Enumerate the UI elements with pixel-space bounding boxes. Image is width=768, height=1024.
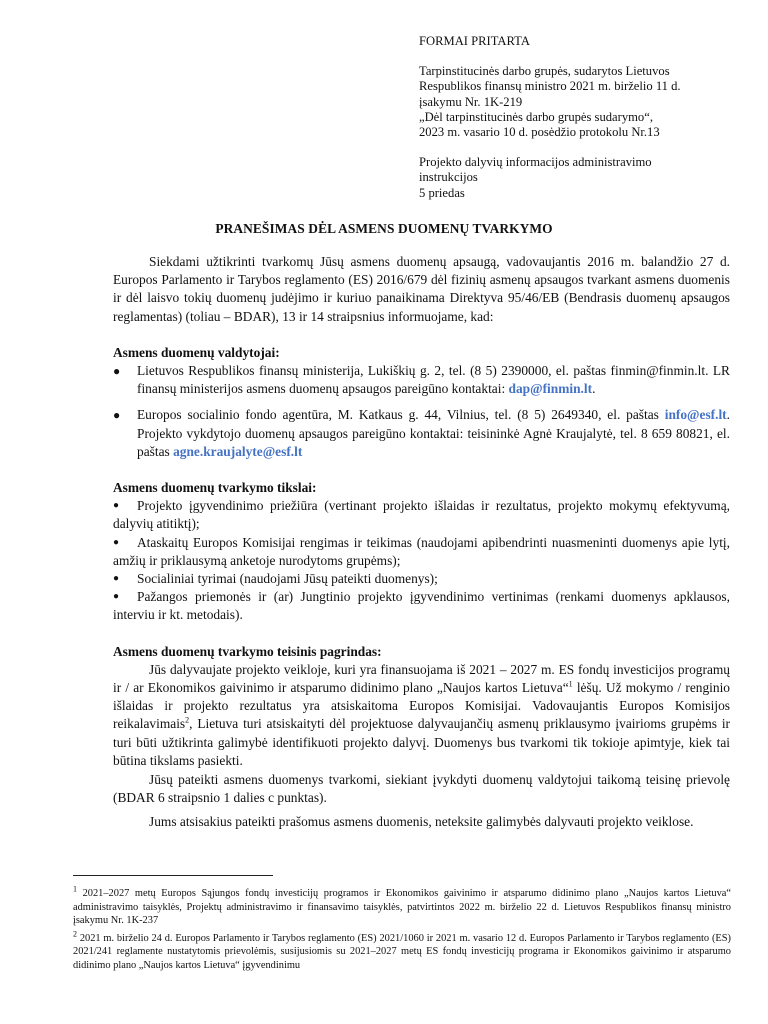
purpose-text: Socialiniai tyrimai (naudojami Jūsų pateikti duomenys); [137,571,438,587]
footnote-ref-2[interactable]: 2 [185,716,190,725]
approval-annex-line: 5 priedas [419,185,465,200]
controller-1-end: . [592,381,596,397]
footnote-1 [73,884,731,928]
dpo-email-link[interactable]: agne.kraujalyte@esf.lt [173,443,303,459]
list-item [113,362,730,398]
approval-group-line: 2023 m. vasario 10 d. posėdžio protokolu Nr.13 [419,125,660,140]
controller-2-mid: . Projekto vykdytojo duomenų apsaugos pareigūno kontaktai: teisininkė Agnė Kraujalytė, tel. 8 659 80821, el. paštas [137,407,730,459]
list-item [113,588,730,624]
footnote-number: 2 [73,929,77,939]
controller-1-text: Lietuvos Respublikos finansų ministerija, Lukiškių g. 2, tel. (8 5) 2390000, el. paštas finmin@finmin.lt. LR finansų ministerijos asmens duomenų apsaugos pareigūno kontaktai: [137,363,730,397]
approval-annex-line: Projekto dalyvių informacijos administravimo [419,155,652,170]
legal-basis-heading: Asmens duomenų tvarkymo teisinis pagrindas: [113,643,382,659]
esf-email-link[interactable]: info@esf.lt [664,407,727,423]
approval-heading: FORMAI PRITARTA [419,34,530,48]
legal-paragraph-3: Jums atsisakius pateikti prašomus asmens duomenis, neteksite galimybės dalyvauti projekto veiklose. [149,814,694,830]
approval-annex-text [419,155,739,201]
legal-p1-c: , Lietuva turi atsiskaityti dėl projektuose dalyvaujančių asmenų priklausymo įvairioms grupėms ir turi būti užtikrinta galimybė identifikuoti projekto dalyvį. Duomenys bus tvarkomi tik tokioje apimtyje, kiek tai būtina tikslams pasiekti. [113,716,730,768]
purpose-text: Pažangos priemonės ir (ar) Jungtinio projekto įgyvendinimo vertinimas (renkami duomenys apklausos, interviu ir kt. metodais). [113,589,730,623]
bullet-icon: ● [113,364,121,379]
footnote-ref-1[interactable]: 1 [568,679,573,689]
approval-group-line: „Dėl tarpinstitucinės darbo grupės sudarymo“, [419,109,653,124]
list-item [113,497,730,533]
document-body [113,253,730,832]
bullet-icon: ● [113,500,120,512]
bullet-icon: ● [113,573,120,585]
legal-p1-b: lėšų. Už mokymo / renginio išlaidas ir projekto rezultatus yra atsiskaitoma Europos Komisijai. Vadovaujantis Europos Komisijos reikalavimais [113,680,731,732]
legal-paragraph-1 [113,661,730,770]
controller-2-text: Europos socialinio fondo agentūra, M. Katkaus g. 44, Vilnius, tel. (8 5) 2649340, el. paštas [137,407,665,423]
footnote-2 [73,929,731,973]
intro-paragraph: Siekdami užtikrinti tvarkomų Jūsų asmens duomenų apsaugą, vadovaujantis 2016 m. balandžio 27 d. Europos Parlamento ir Tarybos reglamento (ES) 2016/679 dėl fizinių asmenų apsaugos tvarkant asmens duomenis ir dėl laisvo tokių duomenų judėjimo ir kuriuo panaikinama Direktyva 95/46/EB (Bendrasis duomenų apsaugos reglamentas) (toliau – BDAR), 13 ir 14 straipsnius informuojame, kad: [113,254,730,324]
purpose-text: Projekto įgyvendinimo priežiūra (vertinant projekto išlaidas ir rezultatus, projekto mokymų efektyvumą, dalyvių atitiktį); [113,498,730,532]
purposes-heading: Asmens duomenų tvarkymo tikslai: [113,480,317,496]
approval-group-line: įsakymu Nr. 1K-219 [419,94,523,109]
approval-group-line: Respublikos finansų ministro 2021 m. birželio 11 d. [419,79,681,94]
footnotes [73,884,731,977]
approval-annex-line: instrukcijos [419,170,478,185]
controllers-heading: Asmens duomenų valdytojai: [113,344,280,360]
approval-group-line: Tarpinstitucinės darbo grupės, sudarytos Lietuvos [419,64,670,79]
footnote-text: 2021–2027 metų Europos Sąjungos fondų investicijų programos ir Ekonomikos gaivinimo ir atsparumo didinimo plano „Naujos kartos Lietuva“ administravimo taisyklės, Projektų administravimo ir finansavimo taisyklės, patvirtintos 2022 m. birželio 22 d. Lietuvos Respublikos finansų ministro įsakymu Nr. 1K-237 [73,888,731,927]
dap-email-link[interactable]: dap@finmin.lt [508,381,593,397]
controllers-list [113,362,730,461]
footnote-separator [73,875,273,876]
approval-group-text [419,64,739,140]
legal-paragraph-2: Jūsų pateikti asmens duomenys tvarkomi, siekiant įvykdyti duomenų valdytojui taikomą teisinę prievolę (BDAR 6 straipsnio 1 dalies c punktas). [113,772,730,806]
purpose-text: Ataskaitų Europos Komisijai rengimas ir teikimas (naudojami apibendrinti nuasmeninti duomenys apie lytį, amžių ir priklausymą anketoje nurodytoms grupėms); [113,534,730,568]
document-title: PRANEŠIMAS DĖL ASMENS DUOMENŲ TVARKYMO [215,221,553,236]
footnote-number: 1 [73,884,77,894]
legal-p1-a: Jūs dalyvaujate projekto veikloje, kuri yra finansuojama iš 2021 – 2027 m. ES fondų investicijos programų ir / ar Ekonomikos gaivinimo ir atsparumo didinimo plano „Naujos kartos Lietuva“ [113,661,730,696]
list-item [113,534,730,570]
bullet-icon: ● [113,536,120,548]
list-item [113,406,730,461]
bullet-icon: ● [113,408,121,423]
bullet-icon: ● [113,591,120,603]
purposes-list [113,497,730,624]
approval-block [419,34,739,216]
list-item [113,570,730,588]
footnote-text: 2021 m. birželio 24 d. Europos Parlamento ir Tarybos reglamento (ES) 2021/1060 ir 2021 m. vasario 12 d. Europos Parlamento ir Tarybos reglamento (ES) 2021/241 reglamente nustatytomis prievolėmis, susijusiomis su 2021–2027 metų ES fondų investicijų programa ir Ekonomikos gaivinimo ir atsparumo didinimo plano „Naujos kartos Lietuva“ įgyvendinimu [73,932,731,971]
